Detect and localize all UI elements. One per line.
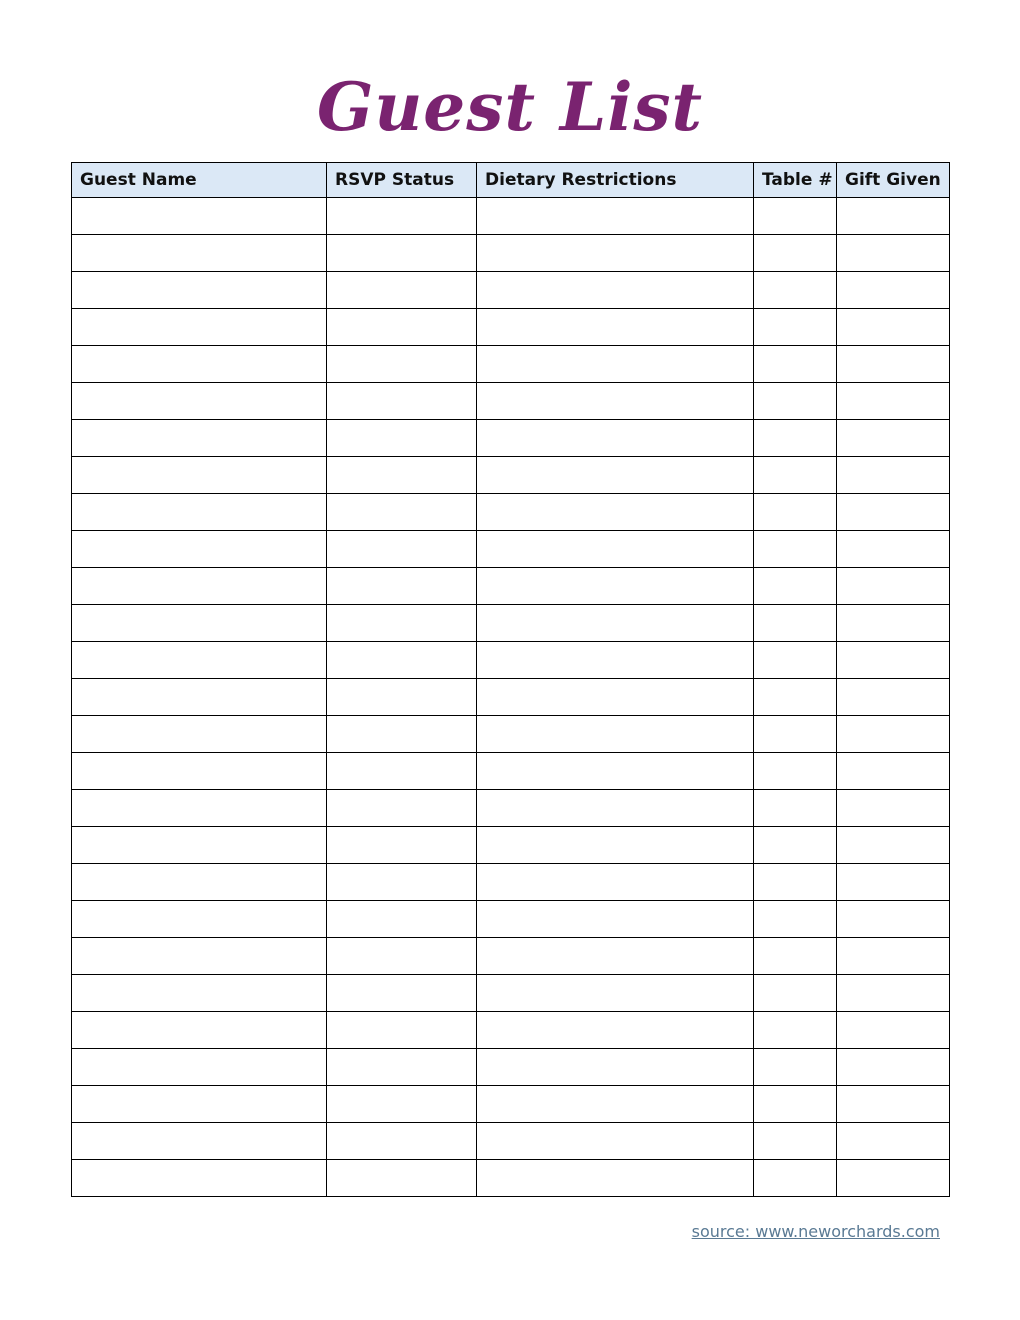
table-number-cell[interactable] — [754, 198, 837, 235]
guest-name-cell[interactable] — [72, 790, 327, 827]
table-header-row — [72, 163, 950, 198]
table-row — [72, 346, 950, 383]
rsvp-status-cell[interactable] — [327, 1123, 477, 1160]
table-row — [72, 198, 950, 235]
guest-name-cell[interactable] — [72, 1160, 327, 1197]
gift-given-cell[interactable] — [837, 272, 950, 309]
rsvp-status-cell[interactable] — [327, 568, 477, 605]
table-number-cell[interactable] — [754, 642, 837, 679]
rsvp-status-cell[interactable] — [327, 1012, 477, 1049]
gift-given-cell[interactable] — [837, 753, 950, 790]
dietary-restrictions-cell[interactable] — [477, 383, 754, 420]
rsvp-status-cell[interactable] — [327, 1086, 477, 1123]
guest-name-cell[interactable] — [72, 864, 327, 901]
rsvp-status-cell[interactable] — [327, 309, 477, 346]
dietary-restrictions-cell[interactable] — [477, 1049, 754, 1086]
table-number-cell[interactable] — [754, 864, 837, 901]
guest-name-cell[interactable] — [72, 1049, 327, 1086]
guest-name-cell[interactable] — [72, 1086, 327, 1123]
gift-given-cell[interactable] — [837, 457, 950, 494]
table-row — [72, 420, 950, 457]
table-number-cell[interactable] — [754, 420, 837, 457]
table-number-cell[interactable] — [754, 568, 837, 605]
table-row — [72, 1123, 950, 1160]
guest-name-cell[interactable] — [72, 938, 327, 975]
table-row — [72, 975, 950, 1012]
table-number-cell[interactable] — [754, 605, 837, 642]
dietary-restrictions-cell[interactable] — [477, 642, 754, 679]
page-title: Guest List — [316, 68, 704, 146]
table-number-cell[interactable] — [754, 679, 837, 716]
dietary-restrictions-cell[interactable] — [477, 938, 754, 975]
table-row — [72, 716, 950, 753]
dietary-restrictions-cell[interactable] — [477, 790, 754, 827]
table-number-cell[interactable] — [754, 753, 837, 790]
rsvp-status-cell[interactable] — [327, 1160, 477, 1197]
table-number-cell[interactable] — [754, 1012, 837, 1049]
guest-name-cell[interactable] — [72, 235, 327, 272]
rsvp-status-cell[interactable] — [327, 642, 477, 679]
guest-name-cell[interactable] — [72, 605, 327, 642]
column-header-guest-name: Guest Name — [72, 163, 327, 198]
table-row — [72, 642, 950, 679]
guest-name-cell[interactable] — [72, 494, 327, 531]
guest-name-cell[interactable] — [72, 346, 327, 383]
guest-list-table — [71, 162, 950, 1197]
guest-name-cell[interactable] — [72, 753, 327, 790]
rsvp-status-cell[interactable] — [327, 272, 477, 309]
rsvp-status-cell[interactable] — [327, 457, 477, 494]
table-number-cell[interactable] — [754, 827, 837, 864]
rsvp-status-cell[interactable] — [327, 790, 477, 827]
table-number-cell[interactable] — [754, 1049, 837, 1086]
rsvp-status-cell[interactable] — [327, 198, 477, 235]
table-row — [72, 827, 950, 864]
guest-name-cell[interactable] — [72, 1012, 327, 1049]
table-row — [72, 494, 950, 531]
dietary-restrictions-cell[interactable] — [477, 494, 754, 531]
gift-given-cell[interactable] — [837, 494, 950, 531]
rsvp-status-cell[interactable] — [327, 716, 477, 753]
dietary-restrictions-cell[interactable] — [477, 1086, 754, 1123]
guest-name-cell[interactable] — [72, 679, 327, 716]
rsvp-status-cell[interactable] — [327, 864, 477, 901]
table-row — [72, 605, 950, 642]
table-row — [72, 1049, 950, 1086]
gift-given-cell[interactable] — [837, 309, 950, 346]
rsvp-status-cell[interactable] — [327, 235, 477, 272]
rsvp-status-cell[interactable] — [327, 975, 477, 1012]
table-number-cell[interactable] — [754, 975, 837, 1012]
table-number-cell[interactable] — [754, 938, 837, 975]
guest-name-cell[interactable] — [72, 309, 327, 346]
table-row — [72, 753, 950, 790]
dietary-restrictions-cell[interactable] — [477, 679, 754, 716]
dietary-restrictions-cell[interactable] — [477, 605, 754, 642]
rsvp-status-cell[interactable] — [327, 938, 477, 975]
table-number-cell[interactable] — [754, 1160, 837, 1197]
dietary-restrictions-cell[interactable] — [477, 716, 754, 753]
rsvp-status-cell[interactable] — [327, 383, 477, 420]
table-number-cell[interactable] — [754, 901, 837, 938]
gift-given-cell[interactable] — [837, 346, 950, 383]
table-body — [72, 198, 950, 1197]
gift-given-cell[interactable] — [837, 605, 950, 642]
dietary-restrictions-cell[interactable] — [477, 531, 754, 568]
table-number-cell[interactable] — [754, 494, 837, 531]
guest-name-cell[interactable] — [72, 383, 327, 420]
guest-name-cell[interactable] — [72, 272, 327, 309]
column-header-gift-given: Gift Given — [837, 163, 950, 198]
guest-name-cell[interactable] — [72, 420, 327, 457]
dietary-restrictions-cell[interactable] — [477, 1012, 754, 1049]
dietary-restrictions-cell[interactable] — [477, 309, 754, 346]
gift-given-cell[interactable] — [837, 679, 950, 716]
gift-given-cell[interactable] — [837, 235, 950, 272]
guest-name-cell[interactable] — [72, 901, 327, 938]
gift-given-cell[interactable] — [837, 383, 950, 420]
column-header-dietary-restrictions: Dietary Restrictions — [477, 163, 754, 198]
rsvp-status-cell[interactable] — [327, 346, 477, 383]
rsvp-status-cell[interactable] — [327, 531, 477, 568]
table-number-cell[interactable] — [754, 531, 837, 568]
dietary-restrictions-cell[interactable] — [477, 864, 754, 901]
gift-given-cell[interactable] — [837, 1160, 950, 1197]
dietary-restrictions-cell[interactable] — [477, 1160, 754, 1197]
guest-name-cell[interactable] — [72, 568, 327, 605]
table-number-cell[interactable] — [754, 272, 837, 309]
gift-given-cell[interactable] — [837, 716, 950, 753]
table-number-cell[interactable] — [754, 346, 837, 383]
gift-given-cell[interactable] — [837, 790, 950, 827]
table-row — [72, 1160, 950, 1197]
guest-name-cell[interactable] — [72, 975, 327, 1012]
table-number-cell[interactable] — [754, 716, 837, 753]
gift-given-cell[interactable] — [837, 1123, 950, 1160]
column-header-rsvp-status: RSVP Status — [327, 163, 477, 198]
dietary-restrictions-cell[interactable] — [477, 1123, 754, 1160]
table-row — [72, 235, 950, 272]
table-row — [72, 901, 950, 938]
gift-given-cell[interactable] — [837, 975, 950, 1012]
rsvp-status-cell[interactable] — [327, 679, 477, 716]
gift-given-cell[interactable] — [837, 420, 950, 457]
table-row — [72, 679, 950, 716]
table-row — [72, 864, 950, 901]
table-number-cell[interactable] — [754, 235, 837, 272]
table-number-cell[interactable] — [754, 1123, 837, 1160]
rsvp-status-cell[interactable] — [327, 901, 477, 938]
rsvp-status-cell[interactable] — [327, 494, 477, 531]
table-row — [72, 568, 950, 605]
guest-name-cell[interactable] — [72, 531, 327, 568]
dietary-restrictions-cell[interactable] — [477, 235, 754, 272]
table-row — [72, 790, 950, 827]
dietary-restrictions-cell[interactable] — [477, 420, 754, 457]
table-row — [72, 938, 950, 975]
dietary-restrictions-cell[interactable] — [477, 901, 754, 938]
gift-given-cell[interactable] — [837, 1086, 950, 1123]
guest-name-cell[interactable] — [72, 457, 327, 494]
table-number-cell[interactable] — [754, 309, 837, 346]
dietary-restrictions-cell[interactable] — [477, 272, 754, 309]
table-row — [72, 531, 950, 568]
table-row — [72, 1086, 950, 1123]
guest-name-cell[interactable] — [72, 827, 327, 864]
guest-name-cell[interactable] — [72, 716, 327, 753]
rsvp-status-cell[interactable] — [327, 827, 477, 864]
table-number-cell[interactable] — [754, 457, 837, 494]
gift-given-cell[interactable] — [837, 198, 950, 235]
table-row — [72, 309, 950, 346]
dietary-restrictions-cell[interactable] — [477, 975, 754, 1012]
gift-given-cell[interactable] — [837, 827, 950, 864]
table-row — [72, 383, 950, 420]
dietary-restrictions-cell[interactable] — [477, 198, 754, 235]
gift-given-cell[interactable] — [837, 568, 950, 605]
guest-name-cell[interactable] — [72, 642, 327, 679]
dietary-restrictions-cell[interactable] — [477, 457, 754, 494]
gift-given-cell[interactable] — [837, 901, 950, 938]
table-row — [72, 272, 950, 309]
table-row — [72, 1012, 950, 1049]
table-number-cell[interactable] — [754, 1086, 837, 1123]
dietary-restrictions-cell[interactable] — [477, 346, 754, 383]
table-number-cell[interactable] — [754, 790, 837, 827]
dietary-restrictions-cell[interactable] — [477, 753, 754, 790]
table-number-cell[interactable] — [754, 383, 837, 420]
source-link[interactable]: source: www.neworchards.com — [691, 1222, 940, 1241]
dietary-restrictions-cell[interactable] — [477, 568, 754, 605]
rsvp-status-cell[interactable] — [327, 605, 477, 642]
gift-given-cell[interactable] — [837, 864, 950, 901]
gift-given-cell[interactable] — [837, 1049, 950, 1086]
gift-given-cell[interactable] — [837, 531, 950, 568]
guest-name-cell[interactable] — [72, 198, 327, 235]
gift-given-cell[interactable] — [837, 1012, 950, 1049]
table-row — [72, 457, 950, 494]
gift-given-cell[interactable] — [837, 642, 950, 679]
guest-name-cell[interactable] — [72, 1123, 327, 1160]
gift-given-cell[interactable] — [837, 938, 950, 975]
rsvp-status-cell[interactable] — [327, 753, 477, 790]
column-header-table-number: Table # — [754, 163, 837, 198]
rsvp-status-cell[interactable] — [327, 1049, 477, 1086]
rsvp-status-cell[interactable] — [327, 420, 477, 457]
dietary-restrictions-cell[interactable] — [477, 827, 754, 864]
